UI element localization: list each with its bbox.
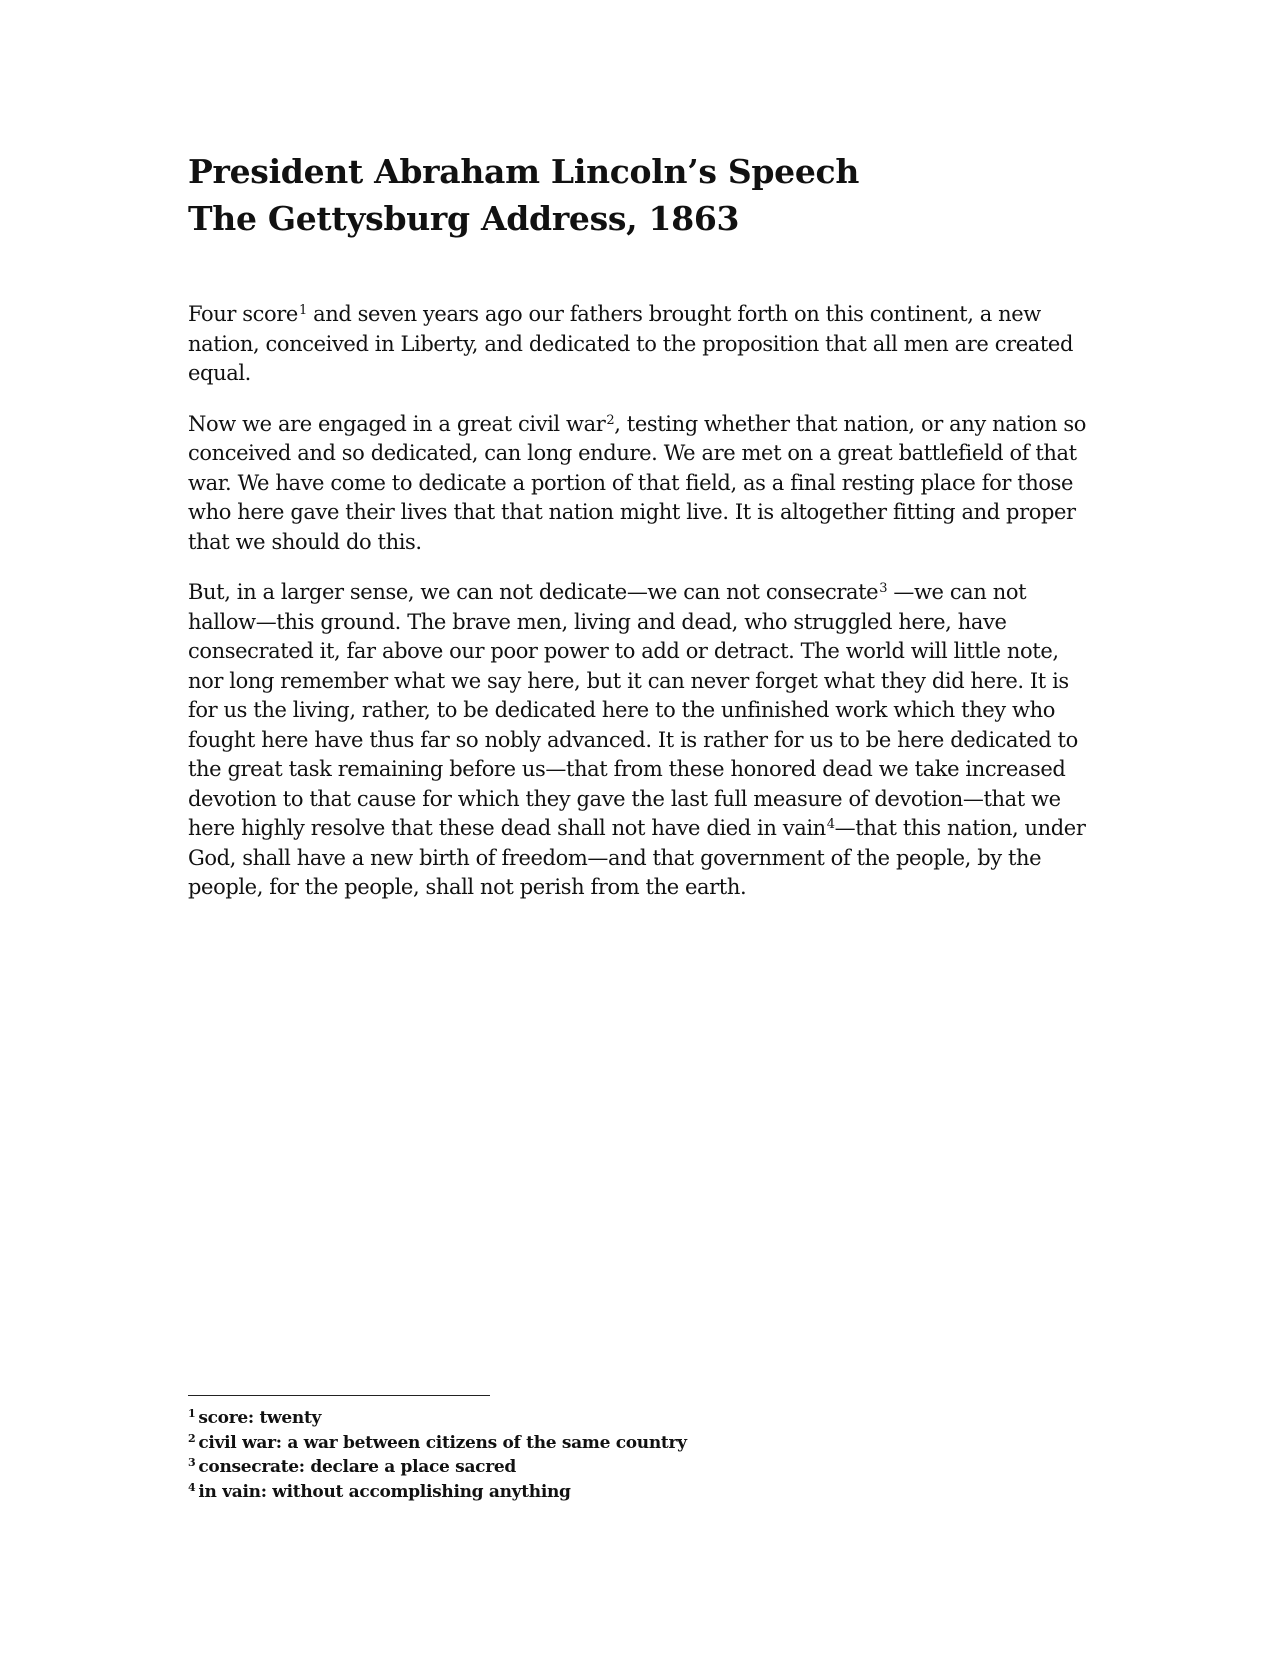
paragraph-text: and seven years ago our fathers brought forth on this continent, a new nation, conceived in Liberty, and dedicated to the proposition that all men are created equal. <box>188 302 1073 385</box>
footnote-marker: 4 <box>826 817 835 832</box>
footnote-number: 1 <box>188 1407 196 1420</box>
paragraph-1 <box>188 300 1093 389</box>
paragraph-text: —that this nation, under God, shall have a new birth of freedom—and that government of the people, by the people, for the people, shall not perish from the earth. <box>188 816 1086 899</box>
footnote-text: civil war: a war between citizens of the same country <box>198 1432 687 1453</box>
footnote-marker: 2 <box>606 412 615 428</box>
footnote-marker: 1 <box>298 303 307 318</box>
paragraph-text: Now we are engaged in a great civil war <box>188 411 606 436</box>
document-title <box>188 148 1088 242</box>
footnote-marker: 3 <box>879 581 888 596</box>
footnote-1 <box>188 1406 888 1431</box>
paragraph-text: Four score <box>188 302 298 326</box>
paragraph-text: —we can not hallow—this ground. The brave men, living and dead, who struggled here, have consecrated it, far above our poor power to add or detract. The world will little note, nor long remember what we say here, but it can never forget what they did here. It is for us the living, rather, to be dedicated here to the unfinished work which they who fought here have thus far so nobly advanced. It is rather for us to be here dedicated to the great task remaining before us—that from these honored dead we take increased devotion to that cause for which they gave the last full measure of devotion—that we here highly resolve that these dead shall not have died in vain <box>188 580 1078 840</box>
paragraph-2 <box>188 410 1093 558</box>
title-line-2: The Gettysburg Address, 1863 <box>188 199 740 238</box>
paragraph-text: But, in a larger sense, we can not dedicate—we can not consecrate <box>188 580 879 604</box>
footnote-number: 3 <box>188 1456 196 1469</box>
paragraph-3 <box>188 578 1093 903</box>
speech-body <box>188 300 1093 924</box>
footnote-divider <box>188 1395 490 1396</box>
footnote-text: consecrate: declare a place sacred <box>198 1457 516 1477</box>
footnote-number: 4 <box>188 1480 196 1494</box>
footnote-3 <box>188 1455 888 1480</box>
footnotes <box>188 1406 888 1504</box>
footnote-number: 2 <box>188 1431 196 1445</box>
paragraph-text: , testing whether that nation, or any nation so conceived and so dedicated, can long endure. We are met on a great battlefield of that war. We have come to dedicate a portion of that field, as a final resting place for those who here gave their lives that that nation might live. It is altogether fitting and proper that we should do this. <box>188 411 1086 554</box>
title-line-1: President Abraham Lincoln’s Speech <box>188 152 860 191</box>
footnote-4 <box>188 1480 888 1505</box>
footnote-text: score: twenty <box>198 1408 322 1428</box>
footnote-2 <box>188 1431 888 1456</box>
footnote-text: in vain: without accomplishing anything <box>198 1481 571 1502</box>
